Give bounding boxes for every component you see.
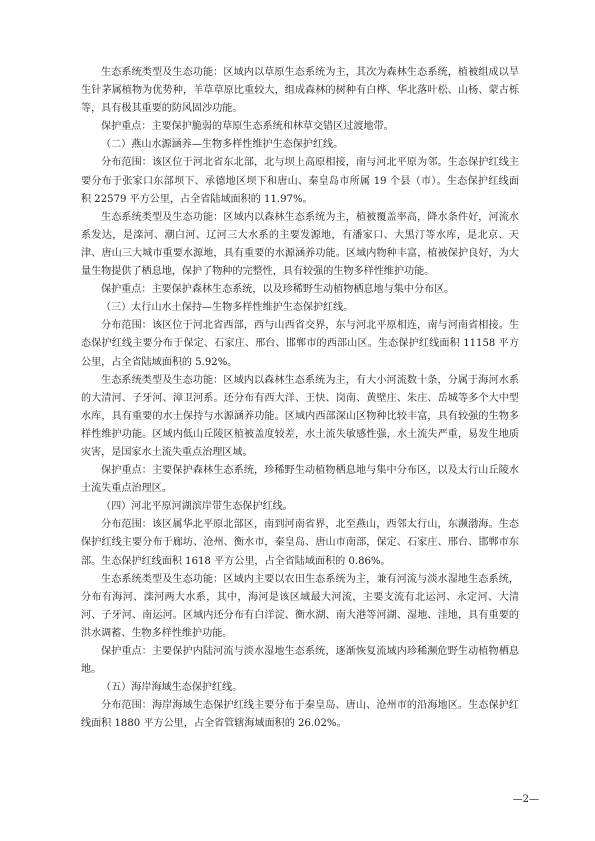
paragraph-yanshan-distribution: 分布范围：该区位于河北省东北部，北与坝上高原相接，南与河北平原为邻。生态保护红线主要分布于张家口东部坝下、承德地区坝下和唐山、秦皇岛市所属 19 个县（市）。生态保护红线面积 22579 平方公里，占全省陆域面积的 11.97%。 bbox=[81, 157, 519, 205]
paragraph-yanshan-protection: 保护重点：主要保护森林生态系统，以及珍稀野生动植物栖息地与集中分布区。 bbox=[101, 284, 455, 296]
section-heading-yanshan: （二）燕山水源涵养—生物多样性维护生态保护红线。 bbox=[101, 139, 344, 151]
paragraph-taihang-protection: 保护重点：主要保护森林生态系统，珍稀野生动植物栖息地与集中分布区，以及太行山丘陵水土流失重点治理区。 bbox=[81, 465, 519, 495]
paragraph-coastal-distribution: 分布范围：海岸海域生态保护红线主要分布于秦皇岛、唐山、沧州市的沿海地区。生态保护红线面积 1880 平方公里，占全省管辖海域面积的 26.02%。 bbox=[81, 700, 519, 730]
paragraph-taihang-distribution: 分布范围：该区位于河北省西部，西与山西省交界，东与河北平原相连，南与河南省相接。生态保护红线主要分布于保定、石家庄、邢台、邯郸市的西部山区。生态保护红线面积 11158 平方公里，占全省陆域面积的 5.92%。 bbox=[81, 320, 519, 368]
paragraph-taihang-type-function: 生态系统类型及生态功能：区域内以森林生态系统为主，有大小河流数十条，分属于海河水系的大清河、子牙河、漳卫河系。还分布有西大洋、王快、岗南、黄壁庄、朱庄、岳城等多个大中型水库，具有重要的水土保持与水源涵养功能。区域内西部深山区物种比较丰富，具有较强的生物多样性维护功能。区域内低山丘陵区植被盖度较差，水土流失敏感性强，水土流失严重，易发生地质灾害，是国家水土流失重点治理区域。 bbox=[81, 374, 519, 458]
paragraph-yanshan-type-function: 生态系统类型及生态功能：区域内以森林生态系统为主，植被覆盖率高，降水条件好，河流水系发达，是滦河、潮白河、辽河三大水系的主要发源地，有潘家口、大黑汀等水库，是北京、天津、唐山三大城市重要水源地，具有重要的水源涵养功能。区域内物种丰富，植被保护良好，为大量生物提供了栖息地，保护了物种的完整性，具有较强的生物多样性维护功能。 bbox=[81, 211, 519, 278]
section-heading-taihang: （三）太行山水土保持—生物多样性维护生态保护红线。 bbox=[101, 302, 354, 314]
section-heading-plain-rivers-lakes: （四）河北平原河湖滨岸带生态保护红线。 bbox=[101, 501, 293, 513]
paragraph-grassland-protection: 保护重点：主要保护脆弱的草原生态系统和林草交错区过渡地带。 bbox=[101, 121, 394, 133]
paragraph-grassland-type-function: 生态系统类型及生态功能：区域内以草原生态系统为主，其次为森林生态系统，植被组成以旱生针茅属植物为优势种，羊草草原比重较大，组成森林的树种有白桦、华北落叶松、山杨、蒙古栎等，具有极其重要的防风固沙功能。 bbox=[81, 67, 519, 115]
paragraph-plain-protection: 保护重点：主要保护内陆河流与淡水湿地生态系统，逐渐恢复流域内珍稀濒危野生动植物栖息地。 bbox=[81, 646, 519, 676]
page-number: —2— bbox=[512, 794, 539, 805]
section-heading-coastal: （五）海岸海域生态保护红线。 bbox=[101, 682, 243, 694]
paragraph-plain-distribution: 分布范围：该区属华北平原北部区，南到河南省界，北至燕山，西邻太行山，东濒渤海。生态保护红线主要分布于廊坊、沧州、衡水市，秦皇岛、唐山市南部，保定、石家庄、邢台、邯郸市东部。生态保护红线面积 1618 平方公里，占全省陆域面积的 0.86%。 bbox=[81, 519, 519, 567]
paragraph-plain-type-function: 生态系统类型及生态功能：区域内主要以农田生态系统为主，兼有河流与淡水湿地生态系统，分布有海河、滦河两大水系，其中，海河是该区域最大河流，主要支流有北运河、永定河、大清河、子牙河、南运河。区域内还分布有白洋淀、衡水湖、南大港等河湖、湿地、洼地，具有重要的洪水调蓄、生物多样性维护功能。 bbox=[81, 573, 519, 639]
body-text bbox=[81, 64, 519, 733]
